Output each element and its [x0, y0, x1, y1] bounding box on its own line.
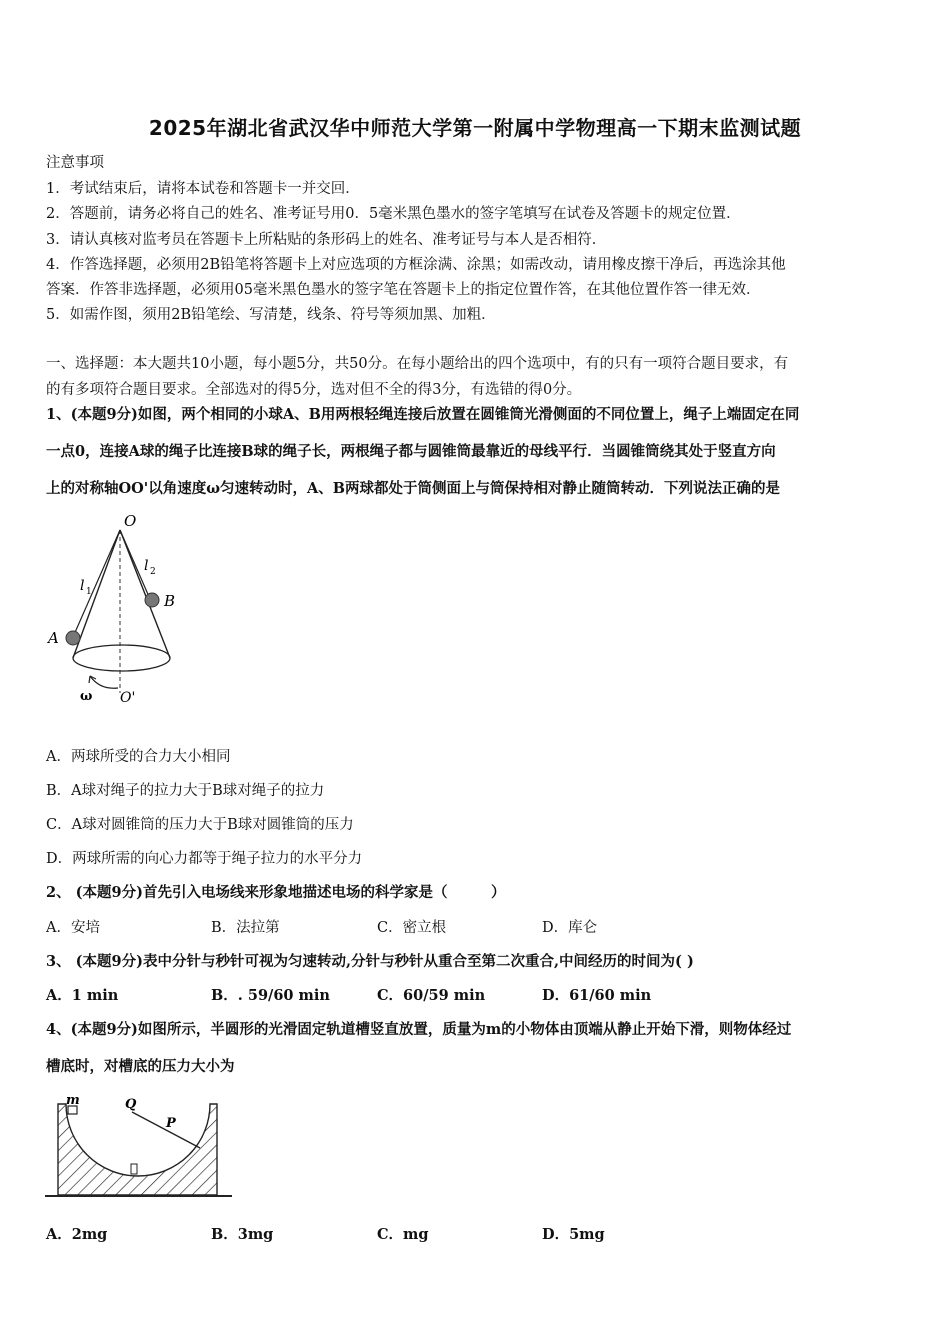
- q3-option-c[interactable]: C．60/59 min: [377, 987, 486, 1004]
- q2-option-b[interactable]: B．法拉第: [211, 920, 280, 936]
- q4-option-a[interactable]: A．2mg: [46, 1226, 108, 1243]
- notice-heading: 注意事项: [46, 155, 104, 171]
- label-l1-sub: 1: [86, 587, 92, 597]
- q3-option-a[interactable]: A．1 min: [46, 987, 119, 1004]
- label-m: m: [66, 1093, 80, 1108]
- q4-option-c[interactable]: C．mg: [377, 1226, 429, 1243]
- notice-item: 5．如需作图，须用2B铅笔绘、写清楚，线条、符号等须加黑、加粗．: [46, 307, 496, 323]
- ball-b: [145, 593, 159, 607]
- q4-stem: 槽底时，对槽底的压力大小为: [46, 1058, 235, 1075]
- q1-option-b[interactable]: B．A球对绳子的拉力大于B球对绳子的拉力: [46, 783, 325, 799]
- q4-option-b[interactable]: B．3mg: [211, 1226, 274, 1243]
- q1-option-d[interactable]: D．两球所需的向心力都等于绳子拉力的水平分力: [46, 851, 363, 867]
- label-b: B: [164, 592, 176, 610]
- q1-stem: 一点0，连接A球的绳子比连接B球的绳子长，两根绳子都与圆锥筒最靠近的母线平行．当圆锥筒绕其处于竖直方向: [46, 443, 776, 460]
- section-instruction: 一、选择题：本大题共10小题，每小题5分，共50分。在每小题给出的四个选项中，有的只有一项符合题目要求，有: [46, 356, 789, 372]
- q3-stem: 3、 (本题9分)表中分针与秒针可视为匀速转动,分针与秒针从重合至第二次重合,中间经历的时间为( ): [46, 953, 694, 970]
- notice-item: 4．作答选择题，必须用2B铅笔将答题卡上对应选项的方框涂满、涂黑；如需改动，请用橡皮擦干净后，再选涂其他: [46, 257, 786, 273]
- q1-option-a[interactable]: A．两球所受的合力大小相同: [46, 749, 231, 765]
- q4-option-d[interactable]: D．5mg: [542, 1226, 605, 1243]
- label-a: A: [48, 629, 59, 647]
- ball-a: [66, 631, 80, 645]
- label-l2-sub: 2: [150, 567, 156, 577]
- q2-option-a[interactable]: A．安培: [46, 920, 100, 936]
- label-l1: l: [80, 578, 85, 594]
- q3-option-b[interactable]: B．. 59/60 min: [211, 987, 330, 1004]
- half-pipe-figure: [40, 1092, 240, 1207]
- label-p: P: [166, 1116, 176, 1131]
- q1-stem: 上的对称轴OO'以角速度ω匀速转动时，A、B两球都处于筒侧面上与筒保持相对静止随筒转动．下列说法正确的是: [46, 480, 781, 497]
- label-q: Q: [125, 1097, 137, 1112]
- label-omega: ω: [80, 689, 93, 704]
- notice-item: 2．答题前，请务必将自己的姓名、准考证号用0．5毫米黑色墨水的签字笔填写在试卷及答题卡的规定位置．: [46, 206, 741, 222]
- page-title: 2025年湖北省武汉华中师范大学第一附属中学物理高一下期末监测试题: [148, 116, 802, 140]
- q1-stem: 1、(本题9分)如图，两个相同的小球A、B用两根轻绳连接后放置在圆锥筒光滑侧面的不同位置上，绳子上端固定在同: [46, 406, 800, 423]
- label-o-prime: O': [120, 690, 136, 706]
- cone-figure: [40, 508, 200, 708]
- notice-item: 1．考试结束后，请将本试卷和答题卡一并交回．: [46, 181, 360, 197]
- label-l2: l: [144, 558, 149, 574]
- section-instruction: 的有多项符合题目要求。全部选对的得5分，选对但不全的得3分，有选错的得0分。: [46, 382, 582, 398]
- q2-stem: 2、 (本题9分)首先引入电场线来形象地描述电场的科学家是（ ）: [46, 884, 506, 901]
- q1-option-c[interactable]: C．A球对圆锥筒的压力大于B球对圆锥筒的压力: [46, 817, 354, 833]
- label-o: O: [124, 512, 137, 530]
- notice-item: 答案．作答非选择题，必须用05毫米黑色墨水的签字笔在答题卡上的指定位置作答，在其他位置作答一律无效．: [46, 282, 761, 298]
- q4-stem: 4、(本题9分)如图所示，半圆形的光滑固定轨道槽竖直放置，质量为m的小物体由顶端从静止开始下滑，则物体经过: [46, 1021, 792, 1038]
- notice-item: 3．请认真核对监考员在答题卡上所粘贴的条形码上的姓名、准考证号与本人是否相符．: [46, 232, 607, 248]
- q3-option-d[interactable]: D．61/60 min: [542, 987, 652, 1004]
- q2-option-c[interactable]: C．密立根: [377, 920, 447, 936]
- q2-option-d[interactable]: D．库仑: [542, 920, 598, 936]
